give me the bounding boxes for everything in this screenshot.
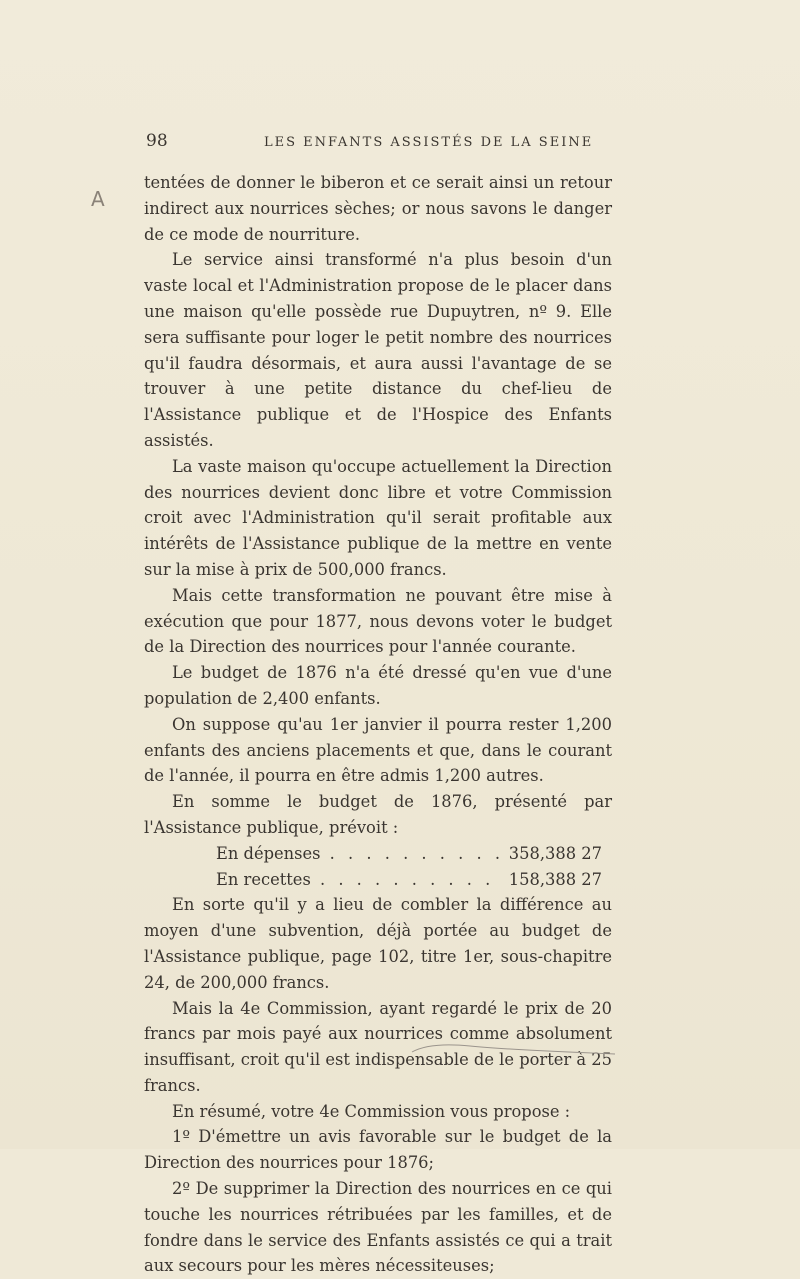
margin-annotation: A [91, 187, 105, 211]
paragraph: 1º D'émettre un avis favorable sur le budget de la Direction des nourrices pour 1876; [144, 1127, 612, 1173]
budget-amounts [144, 841, 612, 893]
amount-row-depenses [144, 841, 612, 867]
body-text [144, 170, 612, 1279]
amount-value: 358,388 27 [508, 843, 602, 863]
paragraph: En résumé, votre 4e Commission vous propose : [172, 1101, 571, 1121]
paragraph: tentées de donner le biberon et ce serait ainsi un retour indirect aux nourrices sèches; or nous savons le danger de ce mode de nourriture. [144, 173, 612, 244]
page-header [146, 131, 611, 151]
paragraph: On suppose qu'au 1er janvier il pourra rester 1,200 enfants des anciens placements et que, dans le courant de l'année, il pourra en être admis 1,200 autres. [144, 714, 612, 786]
paragraph: En somme le budget de 1876, présenté par l'Assistance publique, prévoit : [144, 792, 612, 837]
amount-row-recettes [144, 867, 612, 893]
amount-label: En recettes . . . [216, 867, 503, 893]
paragraph: Le budget de 1876 n'a été dressé qu'en vue d'une population de 2,400 enfants. [144, 663, 612, 708]
running-title: LES ENFANTS ASSISTÉS DE LA SEINE [264, 135, 594, 150]
amount-label: En dépenses . . . [216, 841, 503, 867]
paragraph: Mais cette transformation ne pouvant être mise à exécution que pour 1877, nous devons voter le budget de la Direction des nourrices pour l'année courante. [144, 585, 612, 657]
page-number: 98 [146, 131, 168, 151]
pencil-stroke-mark [410, 1040, 620, 1060]
paragraph: En sorte qu'il y a lieu de combler la différence au moyen d'une subvention, déjà portée au budget de l'Assistance publique, page 102, titre 1er, sous-chapitre 24, de 200,000 francs. [144, 895, 612, 992]
paragraph: La vaste maison qu'occupe actuellement la Direction des nourrices devient donc libre et votre Commission croit avec l'Administration qu'il serait profitable aux intérêts de l'Assistance publique de la mettre en vente sur la mise à prix de 500,000 francs. [144, 456, 612, 579]
paragraph: Le service ainsi transformé n'a plus besoin d'un vaste local et l'Administration propose de le placer dans une maison qu'elle possède rue Dupuytren, nº 9. Elle sera suffisante pour loger le petit nombre des nourrices qu'il faudra désormais, et aura aussi l'avantage de se trouver à une petite distance du chef-lieu de l'Assistance publique et de l'Hospice des Enfants assistés. [144, 250, 612, 450]
paragraph: 2º De supprimer la Direction des nourrices en ce qui touche les nourrices rétribuées par les familles, et de fondre dans le service des Enfants assistés ce qui a trait aux secours pour les mères nécessiteuses; [144, 1179, 612, 1276]
paragraph: Mais la 4e Commission, ayant regardé le prix de 20 francs par mois payé aux nourrices comme absolument insuffisant, croit qu'il est indispensable de le porter à 25 francs. [144, 998, 612, 1095]
amount-value: 158,388 27 [508, 869, 602, 889]
